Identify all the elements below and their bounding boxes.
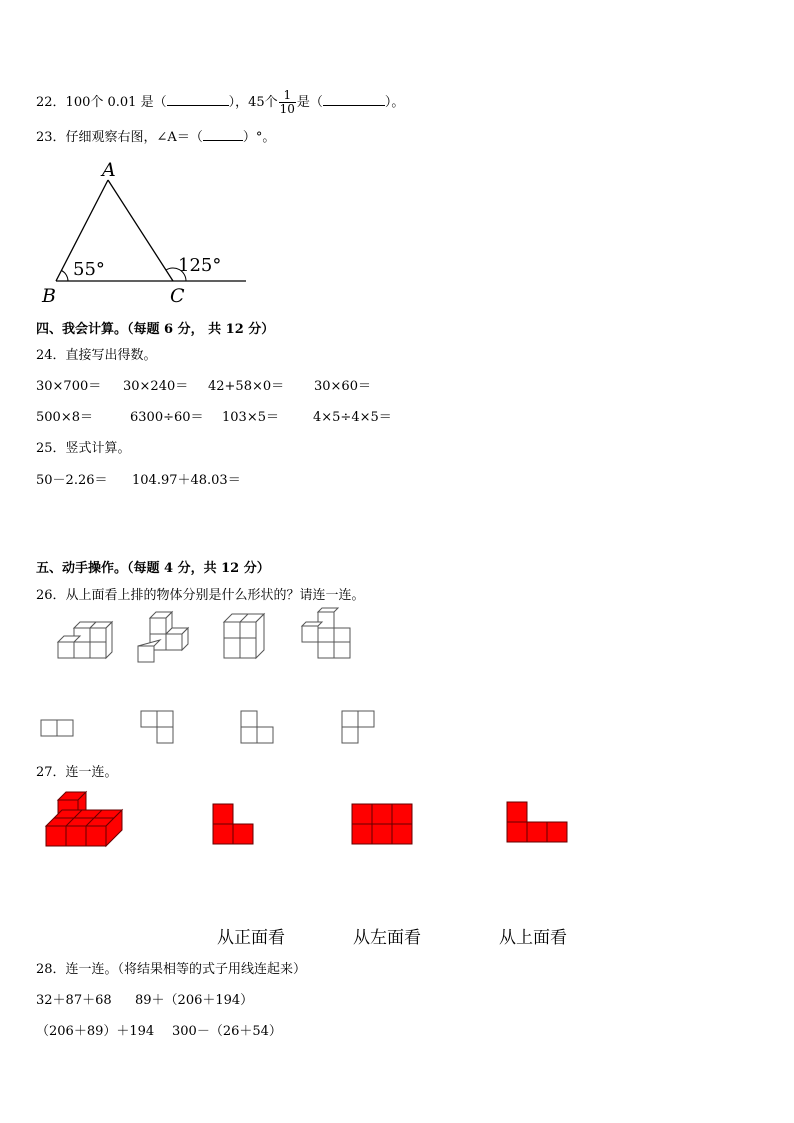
- top-view-shape-3: [240, 710, 280, 750]
- expression: 89＋（206＋194）: [135, 993, 254, 1008]
- question-28-title: 28．连一连。（将结果相等的式子用线连起来）: [36, 962, 307, 977]
- vertical-calc-item: 104.97＋48.03＝: [132, 473, 241, 488]
- question-25-title: 25．竖式计算。: [36, 441, 131, 456]
- vertex-a-label: A: [102, 159, 116, 181]
- vertex-b-label: B: [42, 285, 56, 307]
- question-26-title: 26．从上面看上排的物体分别是什么形状的？请连一连。: [36, 588, 365, 603]
- red-view-shape-3: [506, 801, 571, 846]
- section-5-title: 五、动手操作。（每题 4 分，共 12 分）: [36, 561, 270, 576]
- red-block-3d: [44, 788, 134, 858]
- cube-figure-4: [298, 606, 358, 666]
- red-view-shape-2: [351, 803, 416, 848]
- angle-c-label: 125°: [178, 255, 222, 276]
- question-27-title: 27．连一连。: [36, 765, 118, 780]
- question-22: 22．100个 0.01 是（ ），45个 $\frac{1}{10}$ 是（ ）。: [36, 88, 405, 116]
- expression: 300－（26＋54）: [172, 1024, 282, 1039]
- calc-item: 6300÷60＝: [130, 410, 204, 425]
- cube-figure-1: [56, 620, 116, 670]
- expression: 32＋87＋68: [36, 993, 112, 1008]
- cube-figure-3: [220, 612, 280, 672]
- top-view-shape-4: [341, 710, 381, 750]
- red-view-shape-1: [212, 803, 257, 848]
- answer-blank[interactable]: [203, 129, 243, 141]
- cube-figure-2: [136, 612, 196, 672]
- view-label-front: 从正面看: [217, 928, 285, 948]
- calc-item: 42+58×0＝: [208, 379, 285, 394]
- answer-blank[interactable]: [323, 94, 385, 106]
- question-24-title: 24．直接写出得数。: [36, 348, 157, 363]
- calc-item: 30×700＝: [36, 379, 102, 394]
- calc-item: 500×8＝: [36, 410, 93, 425]
- top-view-shape-2: [140, 710, 180, 750]
- question-23: 23．仔细观察右图，∠A＝（ ）°。: [36, 130, 276, 145]
- view-label-left: 从左面看: [353, 928, 421, 948]
- fraction: $\frac{1}{10}$: [279, 88, 295, 116]
- angle-b-label: 55°: [73, 259, 105, 280]
- top-view-shape-1: [40, 719, 80, 739]
- calc-item: 103×5＝: [222, 410, 279, 425]
- section-4-title: 四、我会计算。（每题 6 分， 共 12 分）: [36, 322, 275, 337]
- view-label-top: 从上面看: [499, 928, 567, 948]
- vertical-calc-item: 50－2.26＝: [36, 473, 108, 488]
- expression: （206＋89）＋194: [36, 1024, 155, 1039]
- calc-item: 30×60＝: [314, 379, 371, 394]
- vertex-c-label: C: [170, 285, 185, 307]
- triangle-figure: [30, 158, 260, 308]
- calc-item: 30×240＝: [123, 379, 189, 394]
- calc-item: 4×5÷4×5＝: [313, 410, 392, 425]
- answer-blank[interactable]: [167, 94, 229, 106]
